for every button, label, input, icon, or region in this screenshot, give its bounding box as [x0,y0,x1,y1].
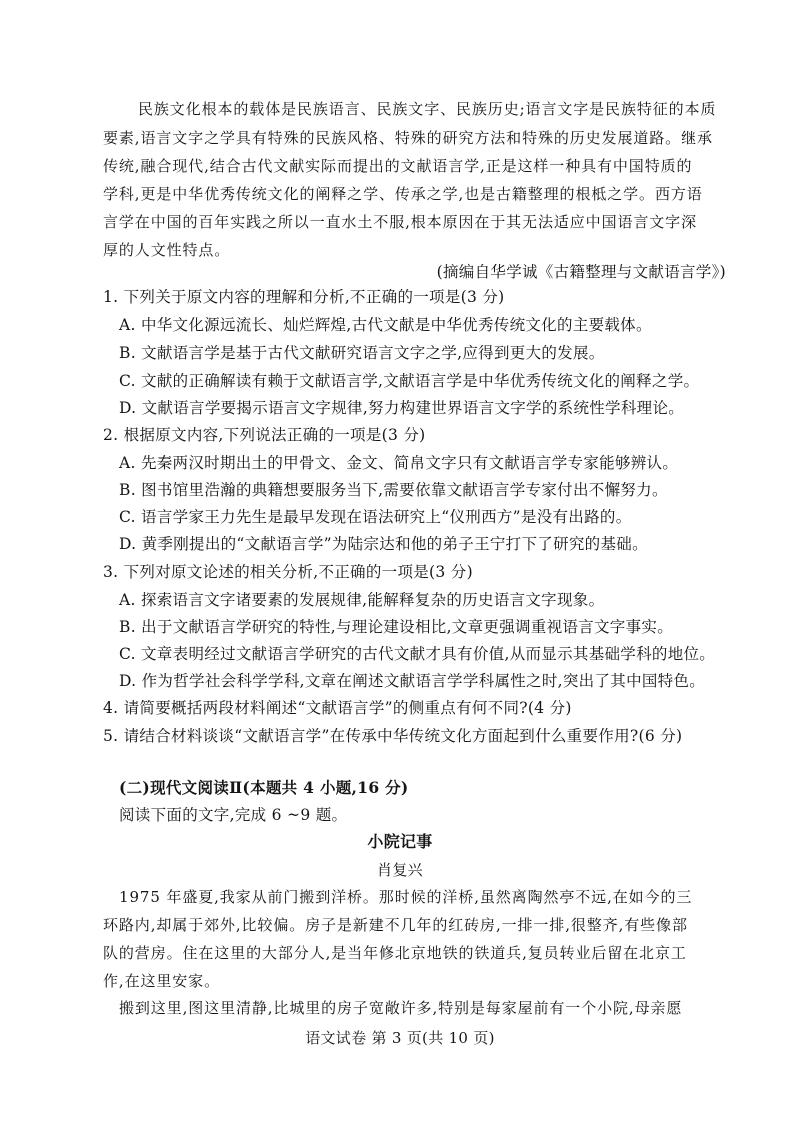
story-line: 作,在这里安家。 [103,972,220,990]
question-stem: 3. 下列对原文论述的相关分析,不正确的一项是(3 分) [103,563,473,581]
question-option: B. 文献语言学是基于古代文献研究语言文字之学,应得到更大的发展。 [119,344,605,362]
passage-source: (摘编自华学诚《古籍整理与文献语言学》) [436,263,726,281]
section-heading: (二)现代文阅读Ⅱ(本题共 4 小题,16 分) [119,778,409,797]
story-title: 小院记事 [367,832,433,851]
passage-line: 传统,融合现代,结合古代文献实际而提出的文献语言学,正是这样一种具有中国特质的 [103,157,693,175]
question-option: C. 文献的正确解读有赖于文献语言学,文献语言学是中华优秀传统文化的阐释之学。 [119,372,700,390]
question-option: C. 语言学家王力先生是最早发现在语法研究上“仪刑西方”是没有出路的。 [119,508,632,526]
passage-line: 要素,语言文字之学具有特殊的民族风格、特殊的研究方法和特殊的历史发展道路。继承 [103,129,713,147]
question-stem: 1. 下列关于原文内容的理解和分析,不正确的一项是(3 分) [103,288,505,306]
section-instruction: 阅读下面的文字,完成 6 ~9 题。 [119,806,348,824]
page-footer: 语文试卷 第 3 页(共 10 页) [305,1029,495,1047]
question-option: C. 文章表明经过文献语言学研究的古代文献才具有价值,从而显示其基础学科的地位。 [119,645,716,663]
story-line: 搬到这里,图这里清静,比城里的房子宽敞许多,特别是每家屋前有一个小院,母亲愿 [119,999,683,1017]
passage-line: 厚的人文性特点。 [103,241,231,259]
question-option: B. 图书馆里浩瀚的典籍想要服务当下,需要依靠文献语言学专家付出不懈努力。 [119,481,668,499]
question-option: A. 探索语言文字诸要素的发展规律,能解释复杂的历史语言文字现象。 [119,591,605,609]
story-author: 肖复兴 [377,861,423,879]
passage-line: 民族文化根本的载体是民族语言、民族文字、民族历史;语言文字是民族特征的本质 [138,100,717,118]
story-line: 环路内,却属于郊外,比较偏。房子是新建不几年的红砖房,一排一排,很整齐,有些像部 [103,916,688,934]
story-line: 队的营房。住在这里的大部分人,是当年修北京地铁的铁道兵,复员转业后留在北京工 [103,944,687,962]
question-stem: 5. 请结合材料谈谈“文献语言学”在传承中华传统文化方面起到什么重要作用?(6 分) [103,727,683,745]
question-option: D. 黄季刚提出的“文献语言学”为陆宗达和他的弟子王宁打下了研究的基础。 [119,535,648,553]
question-option: D. 作为哲学社会科学学科,文章在阐述文献语言学学科属性之时,突出了其中国特色。 [119,672,706,690]
question-option: A. 先秦两汉时期出土的甲骨文、金文、简帛文字只有文献语言学专家能够辨认。 [119,454,679,472]
passage-line: 学科,更是中华优秀传统文化的阐释之学、传承之学,也是古籍整理的根柢之学。西方语 [103,185,703,203]
question-stem: 4. 请简要概括两段材料阐述“文献语言学”的侧重点有何不同?(4 分) [103,699,572,717]
question-option: A. 中华文化源远流长、灿烂辉煌,古代文献是中华优秀传统文化的主要载体。 [119,316,652,334]
question-option: D. 文献语言学要揭示语言文字规律,努力构建世界语言文字学的系统性学科理论。 [119,399,685,417]
question-stem: 2. 根据原文内容,下列说法正确的一项是(3 分) [103,426,426,444]
passage-line: 言学在中国的百年实践之所以一直水土不服,根本原因在于其无法适应中国语言文字深 [103,213,697,231]
story-line: 1975 年盛夏,我家从前门搬到洋桥。那时候的洋桥,虽然离陶然亭不远,在如今的三 [119,888,693,906]
question-option: B. 出于文献语言学研究的特性,与理论建设相比,文章更强调重视语言文字事实。 [119,618,674,636]
